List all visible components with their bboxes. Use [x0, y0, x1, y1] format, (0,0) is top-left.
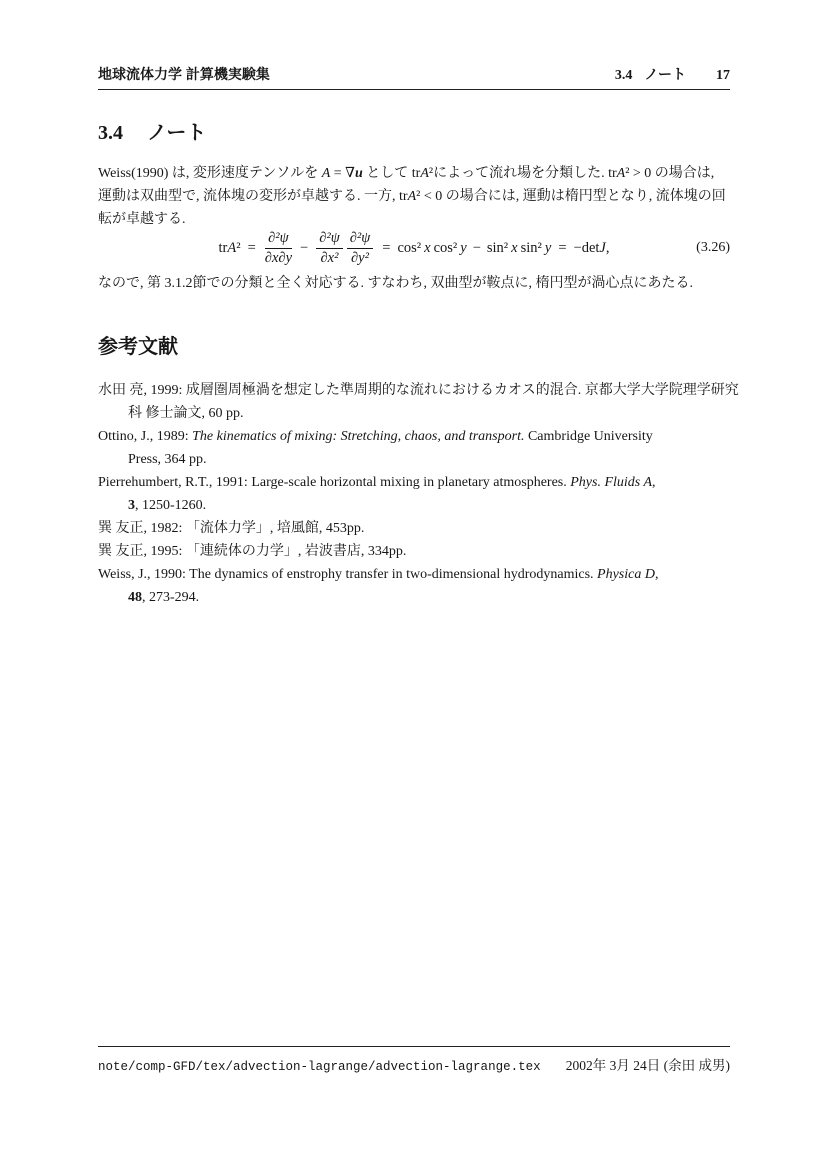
header-right [615, 64, 730, 84]
reference-line [98, 586, 734, 609]
text-part: A [407, 189, 417, 204]
text-part: Phys. Fluids A [570, 475, 653, 490]
math-J: J [599, 239, 606, 256]
text-part: A [420, 166, 429, 181]
reference-entry [98, 425, 734, 471]
fraction-denominator: ∂x∂y [264, 249, 292, 266]
text-part: The kinematics of mixing: Stretching, chaos, and transport. [192, 429, 525, 444]
header-page-number: 17 [716, 68, 730, 83]
math-comma: , [605, 239, 610, 256]
header-section-title: ノート [644, 66, 686, 82]
paragraph-weiss [98, 162, 734, 231]
math-A: A [227, 239, 237, 256]
text-part: 水田 亮, 1999: 成層圏周極渦を想定した準周期的な流れにおけるカオス的混合. 京都大学大学院理学研究 [98, 383, 739, 398]
text-part: A [321, 166, 331, 181]
text-part: , 273-294. [142, 590, 200, 605]
fraction-dx2 [316, 230, 343, 265]
math-minus: − [300, 239, 309, 256]
text-part: Ottino, J., 1989: [98, 429, 193, 444]
reference-line [98, 540, 734, 563]
paragraph-line [98, 185, 734, 208]
reference-line [98, 379, 739, 402]
math-sin2: sin² [520, 239, 542, 256]
header-section-number: 3.4 [614, 68, 633, 83]
text-part: なので, 第 3.1.2節での分類と全く対応する. すなわち, 双曲型が鞍点に, 楕円型が渦心点にあたる. [98, 276, 693, 291]
text-part: 巽 友正, 1982: 「流体力学」, 培風館, 453pp. [98, 521, 365, 536]
math-equals: = [558, 239, 567, 256]
section-heading [98, 116, 206, 145]
fraction-denominator: ∂x² [320, 249, 339, 266]
math-x: x [424, 239, 431, 256]
math-negative: − [573, 239, 582, 256]
reference-line [98, 402, 734, 425]
reference-entry [98, 540, 734, 563]
text-part: Weiss, J., 1990: The dynamics of enstrophy transfer in two-dimensional hydrodynamics. [98, 567, 598, 582]
math-squared: ² [236, 239, 241, 256]
reference-entry [98, 563, 734, 609]
text-part: Weiss(1990) は, 変形速度テンソルを [98, 166, 322, 181]
text-part: ²によって流れ場を分類した. tr [428, 166, 617, 181]
reference-line [98, 448, 734, 471]
text-part: , [652, 475, 656, 490]
page-header [98, 64, 730, 90]
page-footer [98, 1046, 730, 1074]
section-number: 3.4 [98, 122, 123, 144]
fraction-dy2 [347, 230, 374, 265]
fraction-numerator: ∂²ψ [265, 230, 292, 248]
reference-line [98, 494, 734, 517]
header-book-title: 地球流体力学 計算機実験集 [98, 66, 270, 82]
reference-line [98, 425, 734, 448]
reference-line [98, 471, 734, 494]
text-part: 3 [128, 498, 135, 513]
reference-entry [98, 379, 739, 425]
text-part: u [354, 166, 363, 181]
fraction-numerator: ∂²ψ [347, 230, 374, 248]
equation-3-26 [98, 226, 730, 270]
text-part: A [616, 166, 626, 181]
text-part: Physica D [597, 567, 655, 582]
equation-body [219, 230, 610, 265]
paragraph-line [98, 272, 734, 295]
text-part: ² > 0 の場合は, [625, 166, 715, 181]
text-part: , 1250-1260. [135, 498, 207, 513]
math-y: y [460, 239, 467, 256]
text-part: として tr [362, 166, 421, 181]
footer-source-path: note/comp-GFD/tex/advection-lagrange/advection-lagrange.tex [98, 1060, 541, 1074]
text-part: ² < 0 の場合には, 運動は楕円型となり, 流体塊の回 [416, 189, 726, 204]
references-heading: 参考文献 [98, 336, 178, 358]
math-x: x [511, 239, 518, 256]
text-part: 48 [128, 590, 142, 605]
math-det: det [581, 239, 600, 256]
fraction-dxdy [265, 230, 292, 265]
text-part: Pierrehumbert, R.T., 1991: Large-scale horizontal mixing in planetary atmospheres. [98, 475, 571, 490]
footer-date-author: 2002年 3月 24日 (余田 成男) [565, 1058, 730, 1073]
equation-number: (3.26) [696, 240, 730, 255]
math-minus: − [472, 239, 481, 256]
text-part: 科 修士論文, 60 pp. [128, 406, 244, 421]
reference-entry [98, 471, 734, 517]
text-part: 巽 友正, 1995: 「連続体の力学」, 岩波書店, 334pp. [98, 544, 407, 559]
text-part: 運動は双曲型で, 流体塊の変形が卓越する. 一方, tr [98, 189, 408, 204]
math-sin2: sin² [486, 239, 509, 256]
fraction-denominator: ∂y² [351, 249, 369, 266]
text-part: = ∇ [330, 166, 355, 181]
reference-line [98, 517, 734, 540]
text-part: Cambridge University [524, 429, 653, 444]
math-cos2: cos² [433, 239, 458, 256]
reference-entry [98, 517, 734, 540]
fraction-numerator: ∂²ψ [316, 230, 343, 248]
reference-line [98, 563, 734, 586]
math-cos2: cos² [397, 239, 422, 256]
paragraph-correspondence [98, 272, 734, 295]
section-title: ノート [147, 122, 207, 144]
paragraph-line [98, 162, 734, 185]
math-equals: = [382, 239, 391, 256]
text-part: 転が卓越する. [98, 212, 186, 227]
math-equals: = [247, 239, 256, 256]
text-part: Press, 364 pp. [128, 452, 207, 467]
text-part: , [654, 567, 659, 582]
math-tr: tr [218, 239, 228, 256]
references-list [98, 379, 739, 609]
math-y: y [544, 239, 552, 256]
